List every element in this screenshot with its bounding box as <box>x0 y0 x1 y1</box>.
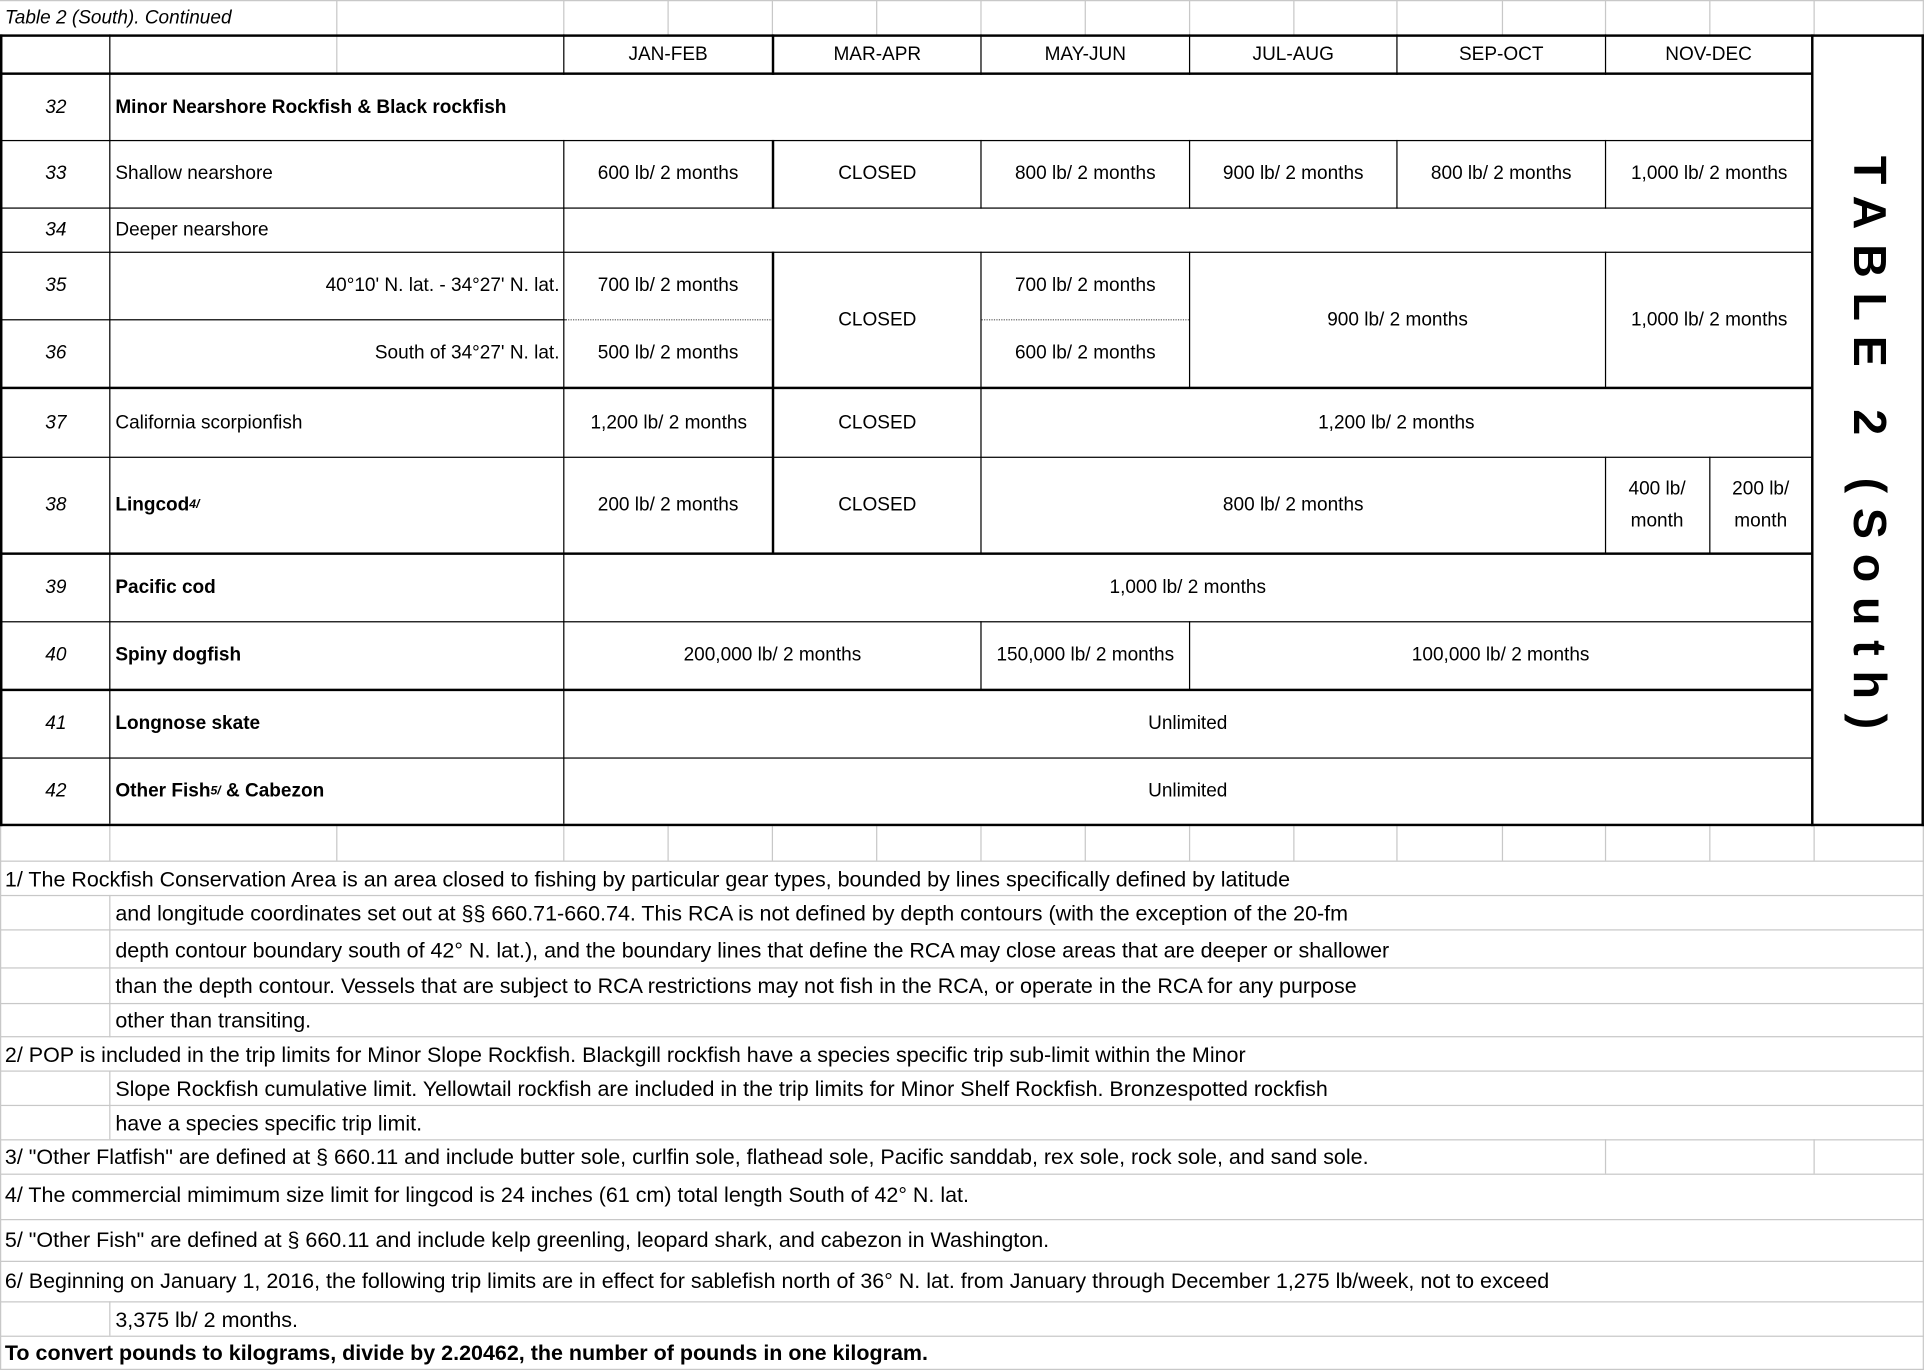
gridline <box>876 0 877 36</box>
row-number: 41 <box>45 713 67 735</box>
gridline <box>1814 0 1815 36</box>
row-number: 36 <box>45 342 67 364</box>
gridline <box>563 826 564 860</box>
period-header-jul-aug: JUL-AUG <box>1252 43 1334 65</box>
footnote-2: 2/ POP is included in the trip limits for Minor Slope Rockfish. Blackgill rockfish have a species specific trip sub-limit within the Minor <box>4 1042 1246 1067</box>
species-label-text: Lingcod <box>115 494 190 515</box>
gridline <box>0 0 1924 1</box>
gridline <box>0 967 1924 968</box>
trip-limit-cell: 150,000 lb/ 2 months <box>996 644 1175 666</box>
footnote-2-line: Slope Rockfish cumulative limit. Yellowtail rockfish are included in the trip limits for Minor Shelf Rockfish. Bronzespotted rockfish <box>115 1076 1328 1102</box>
species-label: Minor Nearshore Rockfish & Black rockfish <box>115 96 507 118</box>
table-border <box>109 34 110 823</box>
trip-limit-cell: CLOSED <box>838 411 917 433</box>
side-title <box>1816 76 1922 822</box>
table-border <box>980 621 981 690</box>
trip-limit-cell: 500 lb/ 2 months <box>597 342 739 364</box>
gridline <box>1605 1139 1606 1173</box>
gridline <box>336 36 337 75</box>
gridline <box>876 826 877 860</box>
gridline <box>0 929 1924 930</box>
species-label: Pacific cod <box>115 576 216 598</box>
table-border <box>1811 34 1813 826</box>
species-label: Longnose skate <box>115 713 261 735</box>
row-number: 37 <box>45 411 67 433</box>
gridline <box>0 1261 1924 1262</box>
footnote-1-line: other than transiting. <box>115 1007 312 1033</box>
trip-limit-cell: 1,000 lb/ 2 months <box>1630 308 1788 330</box>
period-header-sep-oct: SEP-OCT <box>1458 43 1544 65</box>
table-caption: Table 2 (South). Continued <box>4 7 232 29</box>
conversion-note: To convert pounds to kilograms, divide by 2.20462, the number of pounds in one kilogram. <box>4 1340 928 1366</box>
species-label: California scorpionfish <box>115 411 303 433</box>
table-border <box>1709 457 1710 554</box>
gridline <box>109 1301 110 1335</box>
trip-limit-cell: 800 lb/ 2 months <box>1430 163 1572 185</box>
gridline <box>1709 826 1710 860</box>
gridline <box>0 1105 1924 1106</box>
footnote-2-line: have a species specific trip limit. <box>115 1110 423 1136</box>
species-label: Deeper nearshore <box>115 219 269 240</box>
row-number: 39 <box>45 576 67 598</box>
footnote-ref: 4/ <box>189 497 200 512</box>
species-label: 40°10' N. lat. - 34°27' N. lat. <box>325 274 560 296</box>
row-number: 40 <box>45 644 67 666</box>
gridline <box>1085 0 1086 36</box>
footnote-4: 4/ The commercial mimimum size limit for lingcod is 24 inches (61 cm) total length South of 42° N. lat. <box>4 1182 970 1207</box>
trip-limit-cell: 1,000 lb/ 2 months <box>1630 163 1788 185</box>
row-number: 35 <box>45 274 67 296</box>
trip-limit-cell: 600 lb/ 2 months <box>1014 342 1156 364</box>
species-label-text: Other Fish <box>115 780 211 802</box>
gridline <box>0 895 1924 896</box>
species-label-tail: & Cabezon <box>220 780 325 802</box>
gridline <box>0 1174 1924 1175</box>
trip-limit-cell: 100,000 lb/ 2 months <box>1411 644 1590 666</box>
gridline <box>772 826 773 860</box>
trip-limit-cell: 700 lb/ 2 months <box>597 274 739 296</box>
trip-limit-cell: 900 lb/ 2 months <box>1222 163 1364 185</box>
footnote-ref: 5/ <box>210 783 221 798</box>
gridline <box>336 0 337 36</box>
gridline <box>1814 826 1815 860</box>
gridline <box>0 1070 1924 1071</box>
side-title-text: TABLE 2 (South) <box>1843 155 1896 744</box>
species-label <box>115 458 199 553</box>
footnote-3: 3/ "Other Flatfish" are defined at § 660.11 and include butter sole, curlfin sole, flathead sole, Pacific sanddab, rex sole, rock sole, and sand sole. <box>4 1144 1369 1169</box>
row-number: 42 <box>45 780 67 802</box>
table-border <box>0 207 1814 208</box>
gridline <box>336 826 337 860</box>
trip-limit-cell: 600 lb/ 2 months <box>597 163 739 185</box>
trip-limit-cell: CLOSED <box>838 308 917 330</box>
gridline <box>0 826 1 1370</box>
table-border <box>1605 252 1606 388</box>
footnote-5: 5/ "Other Fish" are defined at § 660.11 and include kelp greenling, leopard shark, and cabezon in Washington. <box>4 1227 1050 1253</box>
gridline <box>1396 0 1397 36</box>
gridline <box>980 826 981 860</box>
gridline <box>1709 0 1710 36</box>
trip-limit-cell: Unlimited <box>1148 780 1228 802</box>
gridline <box>1502 826 1503 860</box>
trip-limit-cell: 800 lb/ 2 months <box>1014 163 1156 185</box>
table-border <box>1605 140 1606 209</box>
species-label: South of 34°27' N. lat. <box>374 342 560 364</box>
gridline <box>109 826 110 860</box>
trip-limit-cell: 200 lb/ 2 months <box>597 494 739 515</box>
gridline <box>1085 826 1086 860</box>
gridline <box>1396 826 1397 860</box>
trip-limit-cell: 200,000 lb/ 2 months <box>683 644 862 666</box>
trip-limit-cell: 1,200 lb/ 2 months <box>590 411 747 433</box>
gridline <box>109 895 110 1037</box>
gridline <box>0 1003 1924 1004</box>
footnote-1-line: depth contour boundary south of 42° N. lat.), and the boundary lines that define the RCA may close areas that are deeper or shallower <box>115 937 1390 963</box>
gridline <box>772 0 773 36</box>
footnote-6: 6/ Beginning on January 1, 2016, the following trip limits are in effect for sablefish north of 36° N. lat. from January through December 1,275 lb/week, not to exceed <box>4 1268 1550 1293</box>
gridline <box>1293 826 1294 860</box>
row-number: 32 <box>45 96 67 118</box>
gridline <box>1605 0 1606 36</box>
row-number: 33 <box>45 163 67 185</box>
trip-limit-cell: CLOSED <box>838 163 917 185</box>
footnote-6-line: 3,375 lb/ 2 months. <box>115 1307 298 1332</box>
row-number: 34 <box>45 219 67 240</box>
species-label: Shallow nearshore <box>115 163 273 185</box>
gridline <box>0 1301 1924 1302</box>
trip-limit-cell: 900 lb/ 2 months <box>1327 308 1468 330</box>
trip-limit-cell: CLOSED <box>838 494 917 515</box>
period-header-may-jun: MAY-JUN <box>1044 43 1126 65</box>
gridline <box>0 1036 1924 1037</box>
gridline <box>0 1219 1924 1220</box>
table-border <box>1605 457 1606 554</box>
gridline <box>0 1336 1924 1337</box>
footnote-1-line: and longitude coordinates set out at §§ 660.71-660.74. This RCA is not defined by depth contours (with the exception of the 20-fm <box>115 901 1349 926</box>
gridline <box>0 1139 1924 1140</box>
species-label <box>115 759 324 824</box>
species-label: Spiny dogfish <box>115 644 242 666</box>
trip-limit-cell: 200 lb/ month <box>1732 478 1790 531</box>
gridline <box>1293 0 1294 36</box>
gridline <box>667 0 668 36</box>
gridline <box>109 1070 110 1139</box>
gridline <box>667 826 668 860</box>
trip-limit-cell: 1,200 lb/ 2 months <box>1318 411 1475 433</box>
footnote-1-line: than the depth contour. Vessels that are subject to RCA restrictions may not fish in the RCA, or operate in the RCA for any purpose <box>115 973 1357 999</box>
gridline <box>1814 1139 1815 1173</box>
period-header-nov-dec: NOV-DEC <box>1665 43 1752 65</box>
gridline <box>1189 0 1190 36</box>
period-header-jan-feb: JAN-FEB <box>628 43 708 65</box>
trip-limit-cell: 700 lb/ 2 months <box>1014 274 1156 296</box>
trip-limit-cell: 800 lb/ 2 months <box>1222 494 1364 515</box>
footnote-1: 1/ The Rockfish Conservation Area is an area closed to fishing by particular gear types, bounded by lines specifically defined by latitude <box>4 866 1291 892</box>
period-header-mar-apr: MAR-APR <box>833 43 922 65</box>
trip-limit-cell: Unlimited <box>1148 713 1228 735</box>
row-number: 38 <box>45 494 67 515</box>
trip-limit-cell: 400 lb/ month <box>1628 478 1686 531</box>
gridline <box>0 861 1924 862</box>
table-border <box>0 824 1924 826</box>
gridline <box>1189 826 1190 860</box>
gridline <box>1605 826 1606 860</box>
gridline <box>980 0 981 36</box>
trip-limit-cell: 1,000 lb/ 2 months <box>1109 576 1266 598</box>
gridline <box>563 0 564 36</box>
gridline <box>1502 0 1503 36</box>
